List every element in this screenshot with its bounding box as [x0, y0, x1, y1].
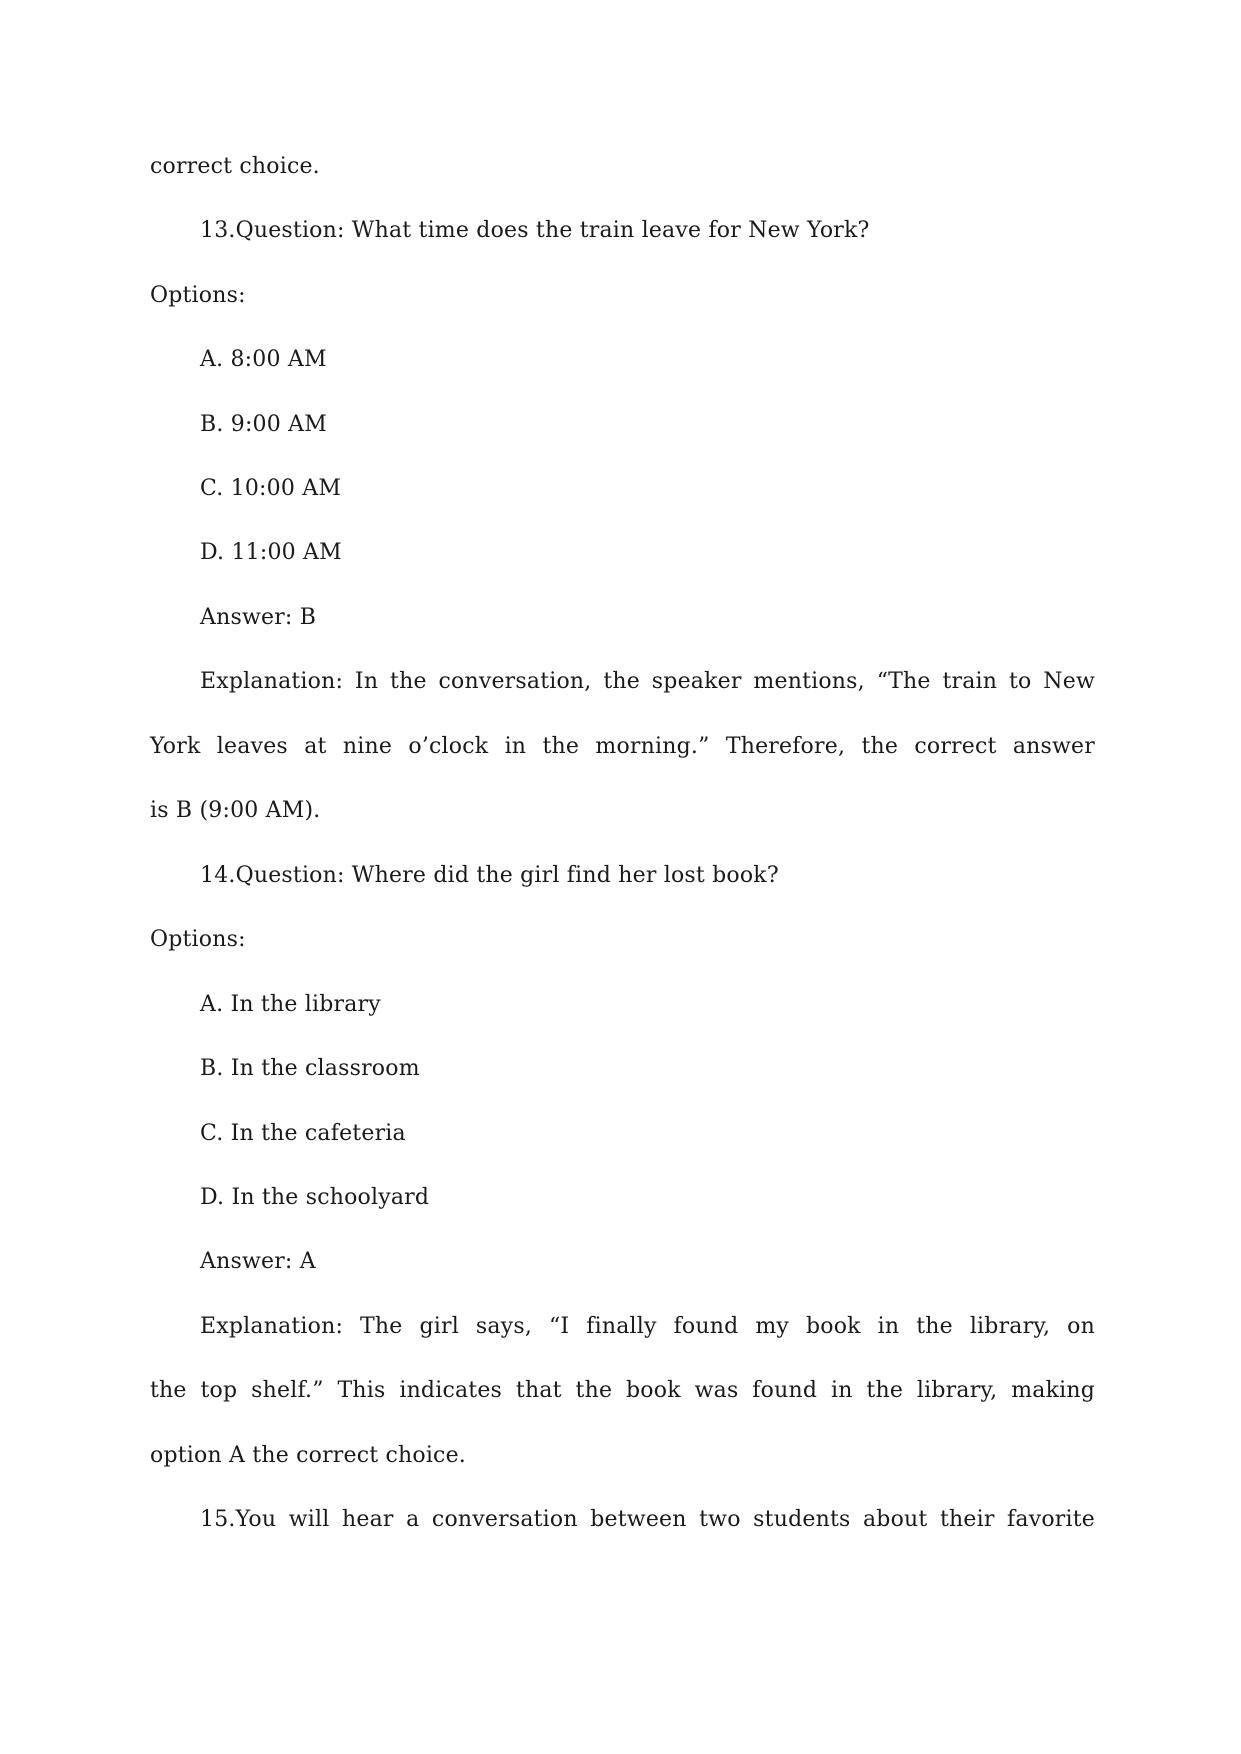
- question-14-options-label: Options:: [150, 927, 246, 952]
- question-13-answer: Answer: B: [200, 605, 317, 630]
- question-14-option-a: A. In the library: [200, 992, 381, 1017]
- question-14-option-c: C. In the cafeteria: [200, 1121, 406, 1146]
- question-13-options-label: Options:: [150, 283, 246, 308]
- question-13-explanation-line-1: Explanation: In the conversation, the speaker mentions, “The train to New: [200, 669, 1095, 694]
- question-15-prompt-line-1: 15.You will hear a conversation between two students about their favorite: [200, 1507, 1095, 1532]
- question-14-explanation-line-2: the top shelf.” This indicates that the book was found in the library, making: [150, 1378, 1095, 1403]
- question-13-option-b: B. 9:00 AM: [200, 412, 327, 437]
- question-14-explanation-line-1: Explanation: The girl says, “I finally found my book in the library, on: [200, 1314, 1095, 1339]
- question-14-option-b: B. In the classroom: [200, 1056, 420, 1081]
- question-14-prompt: 14.Question: Where did the girl find her lost book?: [200, 863, 779, 888]
- question-13-explanation-line-3: is B (9:00 AM).: [150, 798, 321, 823]
- question-13-explanation-line-2: York leaves at nine o’clock in the morning.” Therefore, the correct answer: [150, 734, 1095, 759]
- question-13-option-c: C. 10:00 AM: [200, 476, 342, 501]
- question-13-option-d: D. 11:00 AM: [200, 540, 342, 565]
- question-14-answer: Answer: A: [200, 1249, 316, 1274]
- question-14-explanation-line-3: option A the correct choice.: [150, 1443, 466, 1468]
- text-line-previous-explanation-end: correct choice.: [150, 154, 320, 179]
- question-13-prompt: 13.Question: What time does the train leave for New York?: [200, 218, 870, 243]
- question-13-option-a: A. 8:00 AM: [200, 347, 327, 372]
- question-14-option-d: D. In the schoolyard: [200, 1185, 430, 1210]
